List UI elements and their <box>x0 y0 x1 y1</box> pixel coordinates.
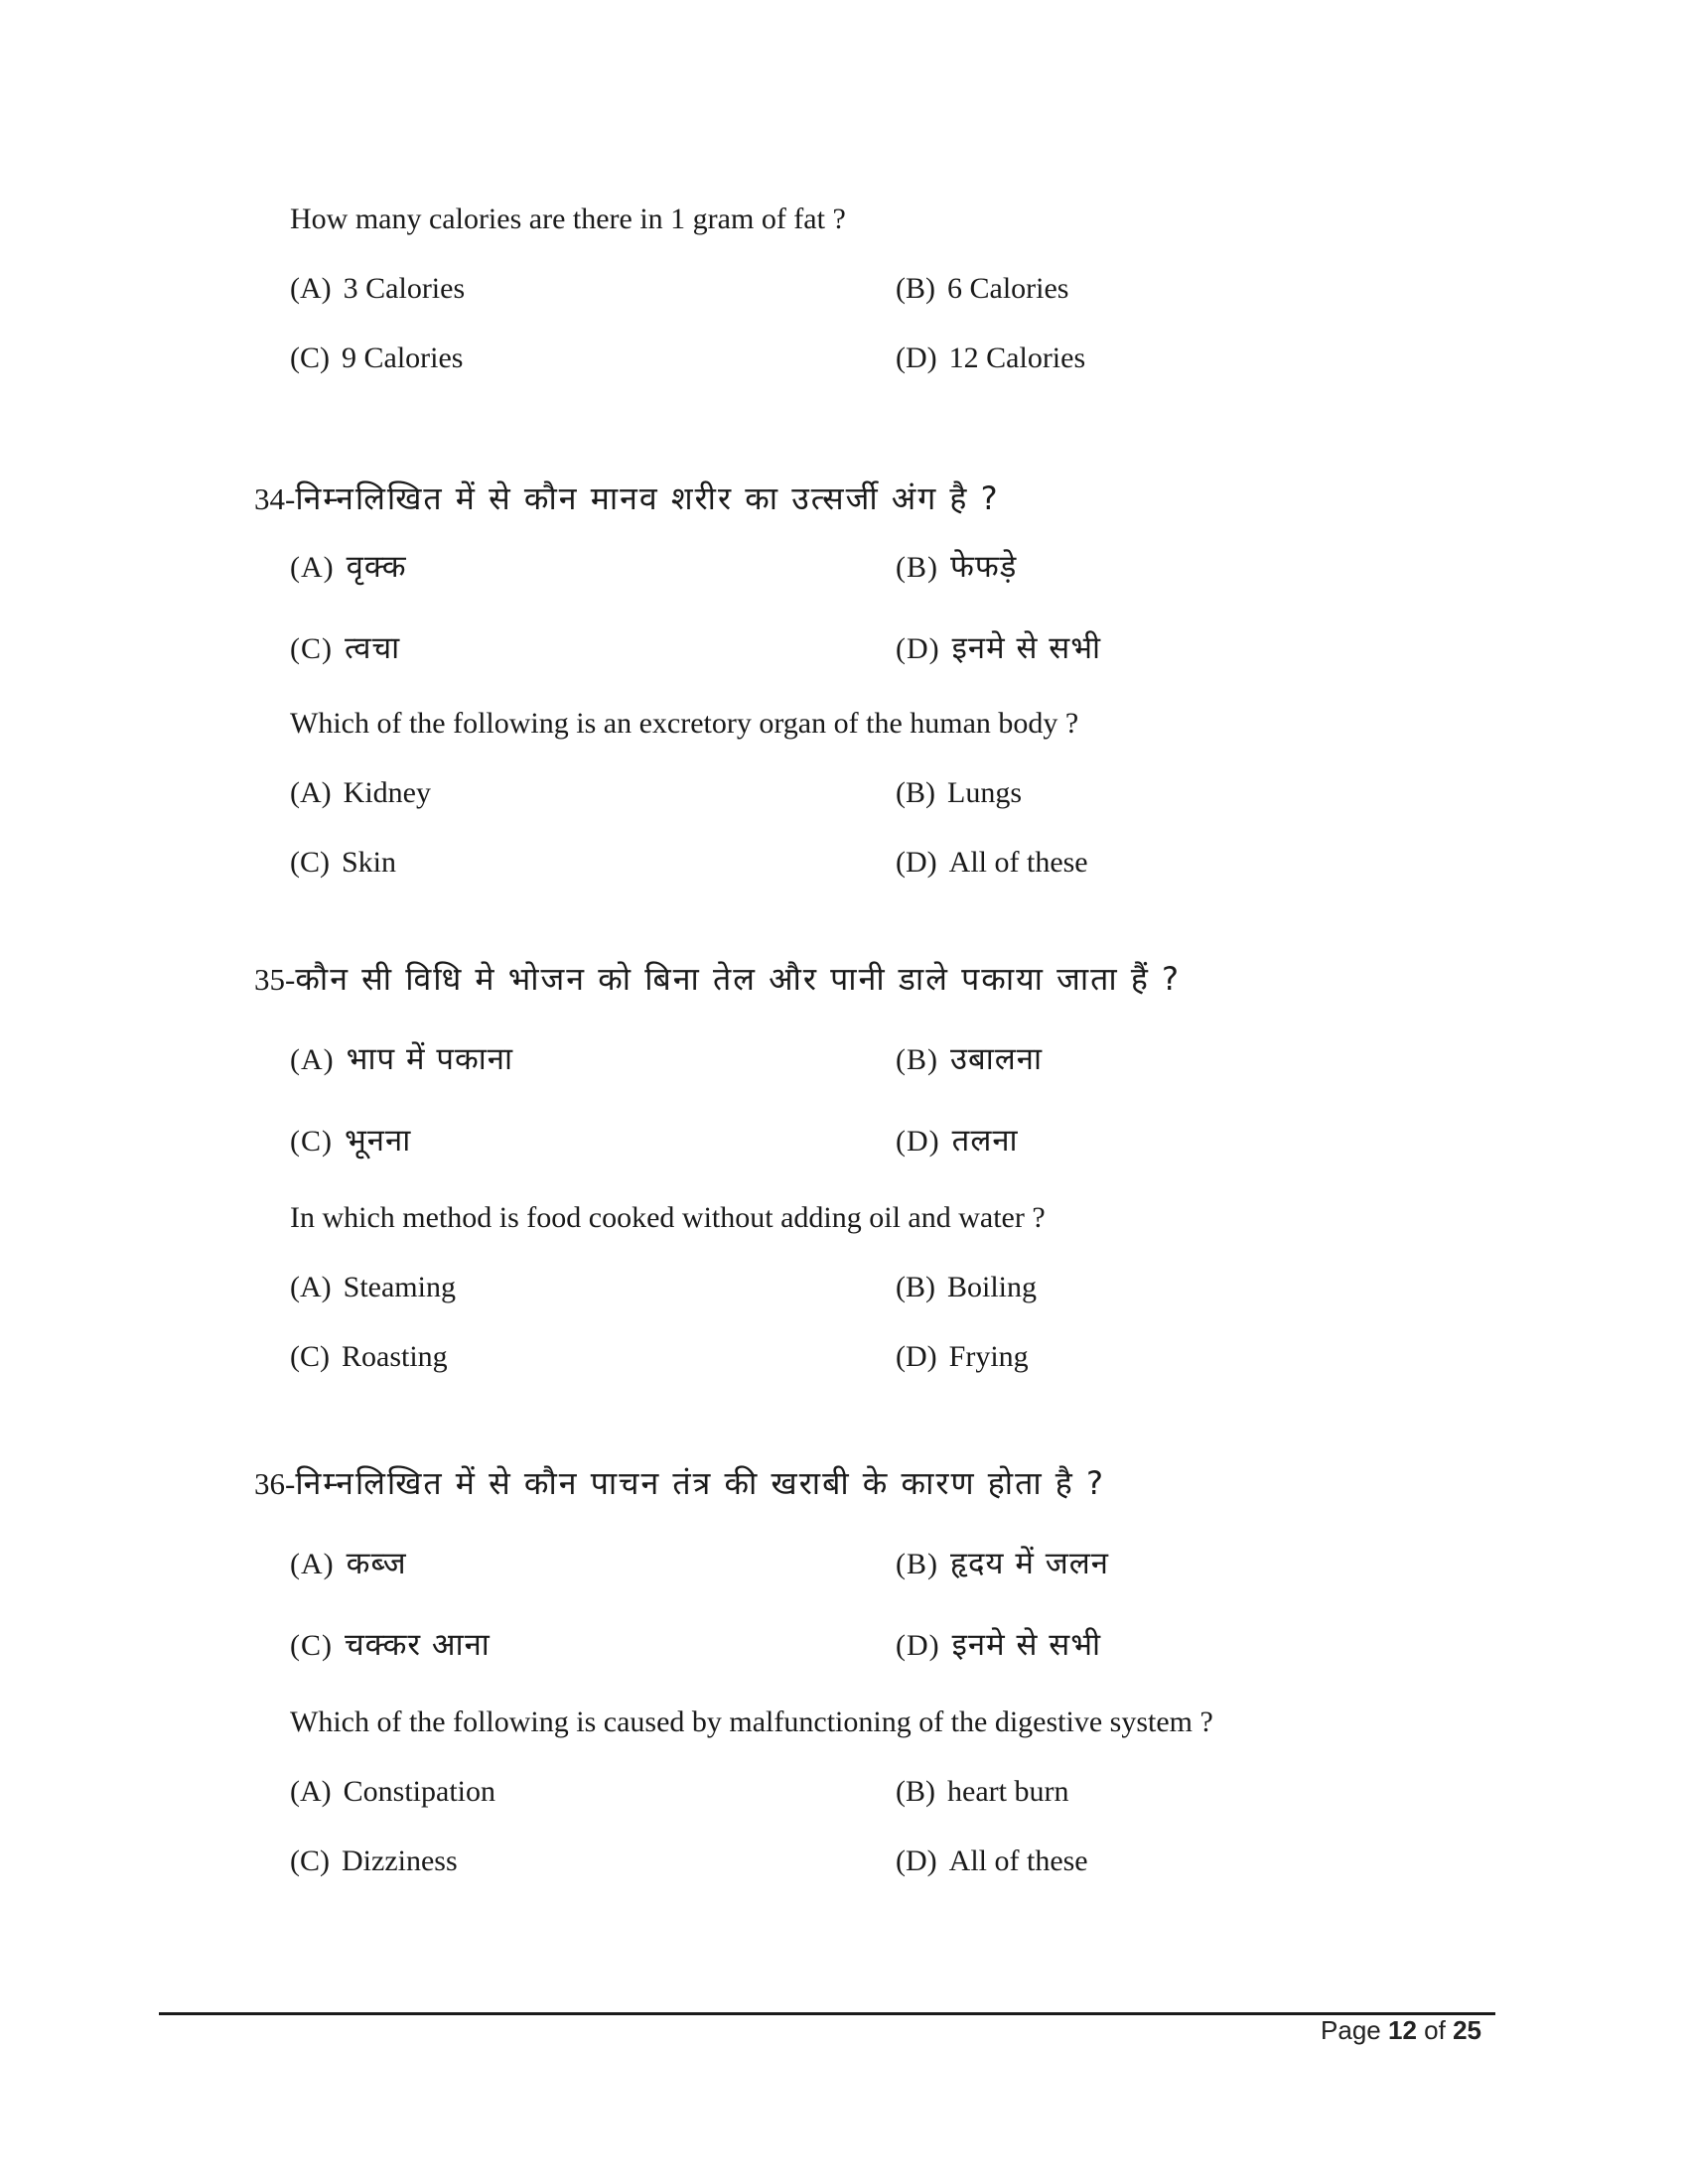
option-text: All of these <box>948 846 1088 879</box>
q34-option-c <box>290 848 396 878</box>
option-letter: (C) <box>290 1340 330 1373</box>
option-letter: (A) <box>290 1548 335 1580</box>
question-number: 36- <box>254 1466 296 1501</box>
option-letter: (D) <box>896 1629 940 1662</box>
option-text: वृक्क <box>346 549 407 585</box>
option-letter: (A) <box>290 776 332 809</box>
q35-english-question: In which method is food cooked without adding oil and water ? <box>290 1201 1046 1234</box>
option-text: कब्ज <box>346 1546 407 1581</box>
q35-hindi-question <box>254 960 1182 998</box>
option-letter: (D) <box>896 846 937 879</box>
option-letter: (B) <box>896 551 938 584</box>
q36-option-a <box>290 1777 495 1807</box>
q36-english-question: Which of the following is caused by malfunctioning of the digestive system ? <box>290 1706 1213 1738</box>
q36-hindi-question <box>254 1464 1105 1502</box>
q33-option-a <box>290 274 465 304</box>
q35-option-d <box>896 1342 1029 1372</box>
q36-hindi-option-d <box>896 1627 1102 1663</box>
of-word: of <box>1424 2015 1446 2045</box>
option-text: Boiling <box>947 1271 1038 1303</box>
option-letter: (C) <box>290 1629 333 1662</box>
option-text: Roasting <box>342 1340 448 1373</box>
option-letter: (B) <box>896 776 935 809</box>
q34-hindi-question <box>254 479 1000 517</box>
q36-option-d <box>896 1846 1088 1876</box>
option-text: Constipation <box>343 1775 495 1808</box>
option-letter: (D) <box>896 1844 937 1877</box>
option-letter: (B) <box>896 1271 935 1303</box>
q35-hindi-option-c <box>290 1123 412 1159</box>
option-text: heart burn <box>947 1775 1069 1808</box>
option-letter: (B) <box>896 1775 935 1808</box>
option-text: त्वचा <box>345 630 401 666</box>
question-number: 35- <box>254 962 296 997</box>
total-page-count: 25 <box>1453 2015 1481 2045</box>
question-text: निम्नलिखित में से कौन पाचन तंत्र की खराबी के कारण होता है ? <box>295 1464 1105 1502</box>
option-text: 12 Calories <box>948 341 1086 374</box>
option-text: Dizziness <box>342 1844 458 1877</box>
q35-hindi-option-b <box>896 1041 1043 1077</box>
option-letter: (D) <box>896 341 937 374</box>
q36-option-b <box>896 1777 1068 1807</box>
q36-option-c <box>290 1846 458 1876</box>
q35-option-c <box>290 1342 448 1372</box>
q33-english-question: How many calories are there in 1 gram of fat ? <box>290 203 846 235</box>
option-text: All of these <box>948 1844 1088 1877</box>
q33-option-d <box>896 343 1085 373</box>
option-letter: (B) <box>896 1548 938 1580</box>
option-letter: (C) <box>290 1125 333 1158</box>
footer-divider <box>159 2012 1495 2015</box>
option-text: 6 Calories <box>947 272 1069 305</box>
option-text: Lungs <box>947 776 1022 809</box>
q34-hindi-option-b <box>896 549 1018 585</box>
option-text: Kidney <box>343 776 431 809</box>
option-text: भाप में पकाना <box>346 1041 514 1077</box>
option-letter: (C) <box>290 632 333 665</box>
q34-option-d <box>896 848 1088 878</box>
q34-option-a <box>290 778 431 808</box>
option-text: 9 Calories <box>342 341 464 374</box>
q35-hindi-option-a <box>290 1041 514 1077</box>
option-text: चक्कर आना <box>345 1627 491 1663</box>
option-text: इनमे से सभी <box>951 630 1102 666</box>
option-text: फेफड़े <box>950 549 1018 585</box>
q34-hindi-option-c <box>290 630 401 666</box>
option-text: Steaming <box>343 1271 456 1303</box>
q35-hindi-option-d <box>896 1123 1019 1159</box>
q36-hindi-option-b <box>896 1546 1109 1581</box>
option-letter: (B) <box>896 1043 938 1076</box>
option-text: 3 Calories <box>343 272 466 305</box>
q34-hindi-option-a <box>290 549 407 585</box>
current-page-number: 12 <box>1388 2015 1417 2045</box>
page-word: Page <box>1321 2015 1381 2045</box>
q33-option-b <box>896 274 1068 304</box>
option-letter: (B) <box>896 272 935 305</box>
option-text: तलना <box>951 1123 1019 1159</box>
q34-option-b <box>896 778 1022 808</box>
option-letter: (D) <box>896 1340 937 1373</box>
option-letter: (A) <box>290 272 332 305</box>
question-text: निम्नलिखित में से कौन मानव शरीर का उत्सर्जी अंग है ? <box>295 479 1000 517</box>
q33-option-c <box>290 343 463 373</box>
option-letter: (A) <box>290 551 335 584</box>
page-number-footer <box>1321 2015 1481 2046</box>
option-letter: (D) <box>896 632 940 665</box>
option-letter: (D) <box>896 1125 940 1158</box>
option-letter: (C) <box>290 846 330 879</box>
option-letter: (A) <box>290 1271 332 1303</box>
question-text: कौन सी विधि मे भोजन को बिना तेल और पानी डाले पकाया जाता हैं ? <box>295 960 1182 998</box>
option-letter: (C) <box>290 1844 330 1877</box>
option-text: Frying <box>948 1340 1029 1373</box>
option-letter: (A) <box>290 1775 332 1808</box>
option-letter: (A) <box>290 1043 335 1076</box>
option-text: उबालना <box>950 1041 1043 1077</box>
option-text: इनमे से सभी <box>951 1627 1102 1663</box>
option-text: Skin <box>342 846 397 879</box>
question-number: 34- <box>254 481 296 516</box>
q34-hindi-option-d <box>896 630 1102 666</box>
option-text: भूनना <box>345 1123 412 1159</box>
q36-hindi-option-a <box>290 1546 407 1581</box>
q35-option-b <box>896 1273 1037 1302</box>
q34-english-question: Which of the following is an excretory organ of the human body ? <box>290 707 1079 740</box>
option-letter: (C) <box>290 341 330 374</box>
q35-option-a <box>290 1273 456 1302</box>
option-text: हृदय में जलन <box>950 1546 1109 1581</box>
q36-hindi-option-c <box>290 1627 491 1663</box>
